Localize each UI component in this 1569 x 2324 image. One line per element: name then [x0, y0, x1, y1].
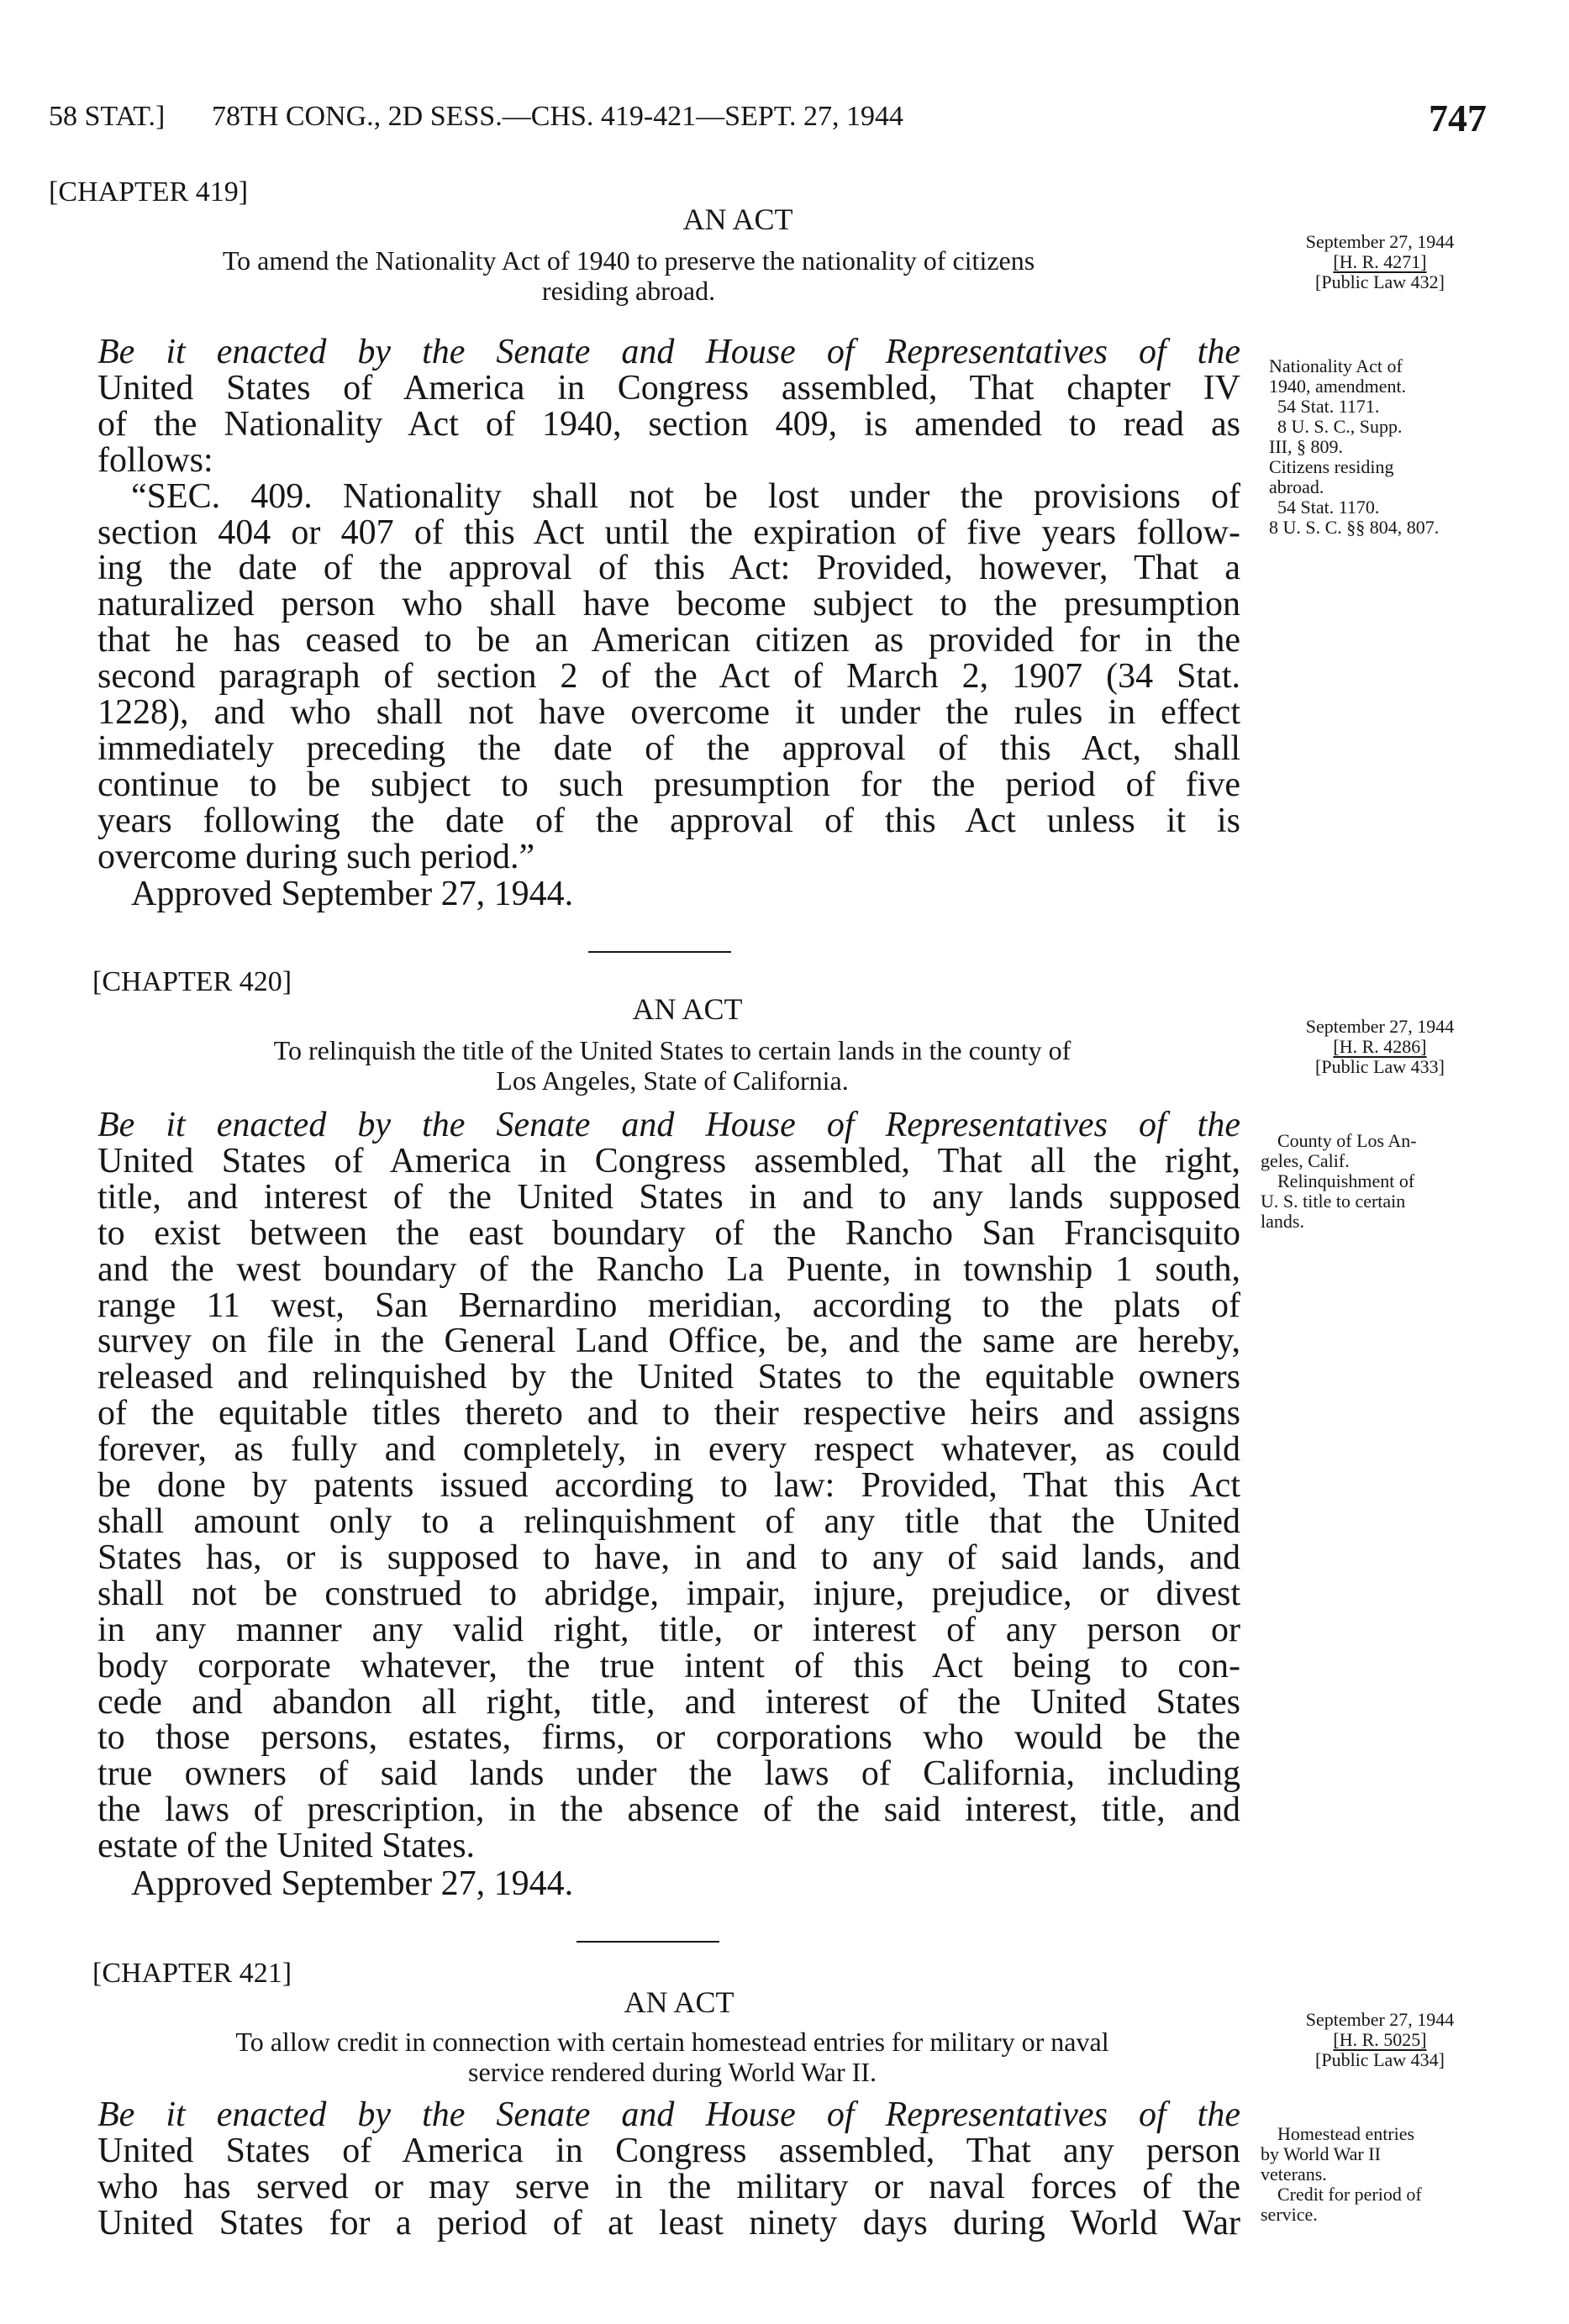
act-text [97, 1107, 1240, 1864]
text-line: survey on file in the General Land Office, be, and the same are hereby, [97, 1322, 1240, 1361]
act-purpose [49, 245, 1208, 306]
text-line: released and relinquished by the United States to the equitable owners [97, 1358, 1240, 1397]
approval-date: Approved September 27, 1944. [131, 1864, 574, 1903]
side-note: abroad. [1269, 476, 1324, 497]
margin-citation [1271, 1017, 1489, 1077]
margin-date: September 27, 1944 [1305, 231, 1455, 252]
side-note: 54 Stat. 1171. [1277, 396, 1380, 417]
purpose-line: To amend the Nationality Act of 1940 to preserve the nationality of citizens [222, 245, 1035, 276]
side-notes [1261, 1131, 1513, 1232]
side-notes [1261, 2124, 1513, 2225]
text-line: follows: [97, 440, 213, 480]
margin-bill-number: [H. R. 4271] [1333, 251, 1427, 272]
margin-bill-number: [H. R. 5025] [1333, 2029, 1427, 2050]
side-note: 54 Stat. 1170. [1277, 497, 1380, 518]
purpose-line: Los Angeles, State of California. [496, 1065, 849, 1096]
text-line: that he has ceased to be an American citizen as provided for in the [97, 621, 1240, 660]
side-note: Homestead entries [1277, 2123, 1415, 2144]
text-line: naturalized person who shall have become subject to the presumption [97, 585, 1240, 624]
act-text [97, 334, 1240, 875]
text-line: title, and interest of the United States in and to any lands supposed [97, 1177, 1240, 1217]
side-note: Credit for period of [1277, 2184, 1422, 2205]
margin-bill-number: [H. R. 4286] [1333, 1036, 1427, 1057]
side-note: Relinquishment of [1277, 1170, 1415, 1191]
side-note: veterans. [1261, 2164, 1327, 2185]
purpose-line: To allow credit in connection with certain homestead entries for military or naval [235, 2027, 1109, 2057]
text-line: of the equitable titles thereto and to their respective heirs and assigns [97, 1394, 1240, 1433]
margin-public-law: [Public Law 432] [1315, 271, 1445, 292]
chapter-label: [CHAPTER 421] [92, 1958, 292, 1989]
side-note: 8 U. S. C. §§ 804, 807. [1269, 517, 1440, 538]
side-note: 1940, amendment. [1269, 376, 1407, 397]
text-line: United States of America in Congress assembled, That any person [97, 2131, 1240, 2170]
section-divider [577, 1941, 719, 1943]
side-note: U. S. title to certain [1261, 1191, 1406, 1212]
side-notes [1269, 356, 1521, 538]
side-note: Nationality Act of [1269, 355, 1403, 376]
section-divider [588, 951, 731, 953]
text-line: second paragraph of section 2 of the Act of March 2, 1907 (34 Stat. [97, 657, 1240, 697]
act-purpose [92, 1035, 1252, 1096]
side-note: geles, Calif. [1261, 1150, 1350, 1171]
side-note: service. [1261, 2204, 1318, 2225]
text-line: the laws of prescription, in the absence of the said interest, title, and [97, 1790, 1240, 1830]
text-line: United States of America in Congress assembled, That chapter IV [97, 368, 1240, 407]
text-line: range 11 west, San Bernardino meridian, according to the plats of [97, 1286, 1240, 1325]
text-line: years following the date of the approval of this Act unless it is [97, 801, 1240, 840]
text-line: shall amount only to a relinquishment of any title that the United [97, 1501, 1240, 1541]
text-line: States has, or is supposed to have, in and to any of said lands, and [97, 1538, 1240, 1577]
margin-citation [1271, 2010, 1489, 2070]
text-line: Be it enacted by the Senate and House of Representatives of the [97, 2095, 1240, 2134]
page-number: 747 [1429, 97, 1487, 139]
side-note: III, § 809. [1269, 436, 1343, 457]
text-line: shall not be construed to abridge, impair, injure, prejudice, or divest [97, 1574, 1240, 1613]
margin-public-law: [Public Law 434] [1315, 2049, 1445, 2070]
side-note: County of Los An- [1277, 1130, 1417, 1151]
header-stat: 58 STAT.] [49, 101, 166, 132]
text-line: “SEC. 409. Nationality shall not be lost under the provisions of [131, 476, 1240, 516]
text-line: 1228), and who shall not have overcome it under the rules in effect [97, 693, 1240, 733]
an-act-heading: AN ACT [632, 992, 743, 1026]
text-line: of the Nationality Act of 1940, section 409, is amended to read as [97, 404, 1240, 444]
text-line: estate of the United States. [97, 1827, 476, 1866]
side-note: 8 U. S. C., Supp. [1277, 416, 1403, 437]
act-text [97, 2097, 1240, 2242]
an-act-heading: AN ACT [682, 202, 793, 236]
text-line: in any manner any valid right, title, or interest of any person or [97, 1610, 1240, 1649]
margin-date: September 27, 1944 [1305, 2009, 1455, 2030]
text-line: overcome during such period.” [97, 837, 535, 876]
text-line: United States of America in Congress assembled, That all the right, [97, 1141, 1240, 1180]
text-line: United States for a period of at least ninety days during World War [97, 2203, 1240, 2243]
chapter-label: [CHAPTER 419] [49, 176, 249, 208]
header-session: 78TH CONG., 2D SESS.—CHS. 419-421—SEPT. 27, 1944 [212, 101, 904, 132]
approval-date: Approved September 27, 1944. [131, 875, 574, 913]
text-line: section 404 or 407 of this Act until the expiration of five years follow- [97, 513, 1240, 552]
side-note: Citizens residing [1269, 456, 1394, 477]
text-line: be done by patents issued according to law: Provided, That this Act [97, 1466, 1240, 1506]
text-line: continue to be subject to such presumption for the period of five [97, 765, 1240, 804]
text-line: Be it enacted by the Senate and House of Representatives of the [97, 1106, 1240, 1144]
text-line: true owners of said lands under the laws of California, including [97, 1754, 1240, 1794]
act-purpose [92, 2027, 1252, 2087]
chapter-label: [CHAPTER 420] [92, 966, 292, 997]
text-line: and the west boundary of the Rancho La Puente, in township 1 south, [97, 1249, 1240, 1289]
text-line: to those persons, estates, firms, or corporations who would be the [97, 1718, 1240, 1758]
margin-date: September 27, 1944 [1305, 1016, 1455, 1037]
text-line: immediately preceding the date of the approval of this Act, shall [97, 728, 1240, 768]
side-note: lands. [1261, 1211, 1304, 1232]
purpose-line: service rendered during World War II. [468, 2057, 877, 2087]
text-line: who has served or may serve in the military or naval forces of the [97, 2167, 1240, 2206]
text-line: cede and abandon all right, title, and interest of the United States [97, 1682, 1240, 1722]
text-line: to exist between the east boundary of the Rancho San Francisquito [97, 1213, 1240, 1253]
text-line: ing the date of the approval of this Act: Provided, however, That a [97, 549, 1240, 588]
side-note: by World War II [1261, 2143, 1381, 2164]
margin-public-law: [Public Law 433] [1315, 1056, 1445, 1077]
text-line: Be it enacted by the Senate and House of Representatives of the [97, 333, 1240, 371]
text-line: forever, as fully and completely, in every respect whatever, as could [97, 1430, 1240, 1470]
text-line: body corporate whatever, the true intent of this Act being to con- [97, 1646, 1240, 1685]
an-act-heading: AN ACT [624, 1985, 734, 2019]
margin-citation [1271, 232, 1489, 292]
purpose-line: residing abroad. [541, 276, 716, 306]
purpose-line: To relinquish the title of the United States to certain lands in the county of [273, 1035, 1071, 1065]
